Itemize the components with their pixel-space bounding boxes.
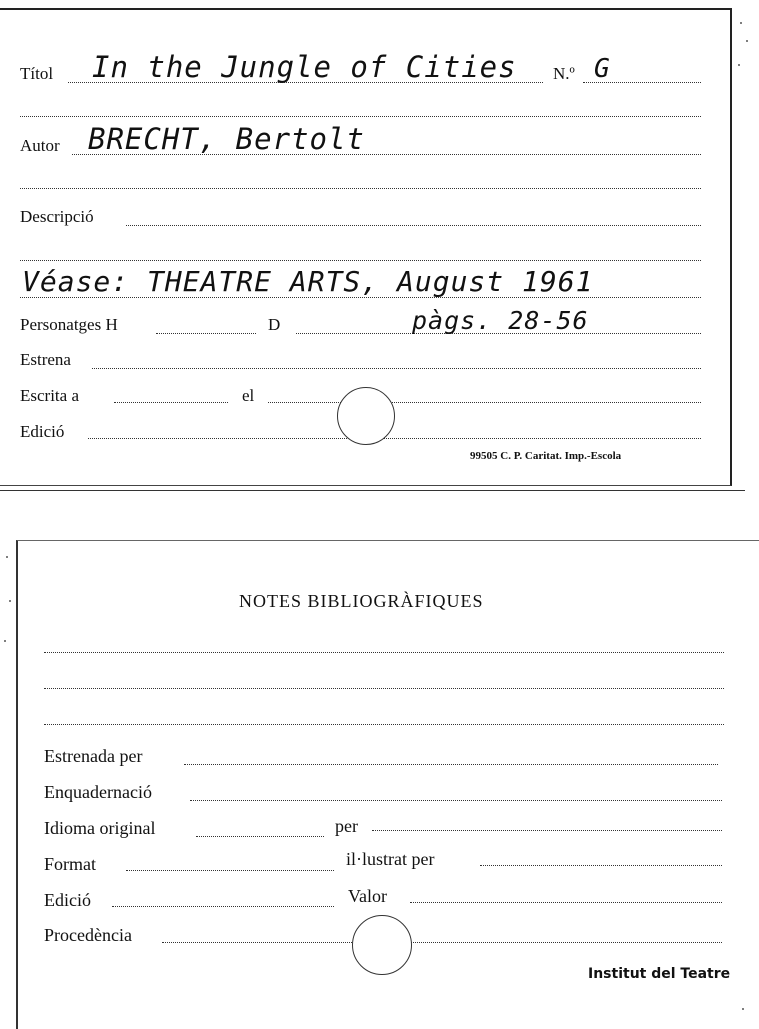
scan-speck xyxy=(4,640,6,642)
notes-title: NOTES BIBLIOGRÀFIQUES xyxy=(239,591,484,611)
idioma-label: Idioma original xyxy=(44,818,156,838)
edicio-line xyxy=(88,438,701,439)
el-line xyxy=(268,402,701,403)
enquadernacio-label: Enquadernació xyxy=(44,782,152,802)
edicio-back-line xyxy=(112,906,334,907)
blank-line xyxy=(20,260,701,261)
personatges-h-line xyxy=(156,333,256,334)
estrena-label: Estrena xyxy=(20,350,71,369)
per-line xyxy=(372,830,722,831)
scan-speck xyxy=(6,556,8,558)
notes-line xyxy=(44,652,724,653)
enquadernacio-line xyxy=(190,800,722,801)
scan-separator xyxy=(0,490,745,491)
edicio-back-label: Edició xyxy=(44,890,91,910)
punch-hole xyxy=(352,915,412,975)
estrenada-label: Estrenada per xyxy=(44,746,143,766)
procedencia-line xyxy=(162,942,722,943)
scan-speck xyxy=(738,64,740,66)
autor-value: BRECHT, Bertolt xyxy=(88,122,365,156)
idioma-line xyxy=(196,836,324,837)
number-label: N.º xyxy=(553,64,575,83)
blank-line xyxy=(20,116,701,117)
institution-name: Institut del Teatre xyxy=(588,966,731,982)
d-label: D xyxy=(268,315,281,334)
blank-line xyxy=(20,188,701,189)
scan-speck xyxy=(742,1008,744,1010)
per-label: per xyxy=(335,816,358,836)
scan-speck xyxy=(740,22,742,24)
printer-imprint: 99505 C. P. Caritat. Imp.-Escola xyxy=(470,450,622,462)
notes-line xyxy=(44,724,724,725)
descripcio-label: Descripció xyxy=(20,207,94,226)
pages-note: pàgs. 28-56 xyxy=(412,306,589,335)
illustrat-line xyxy=(480,865,722,866)
edicio-label: Edició xyxy=(20,422,65,441)
valor-line xyxy=(410,902,722,903)
estrenada-line xyxy=(184,764,718,765)
personatges-label: Personatges H xyxy=(20,315,118,334)
scan-speck xyxy=(9,600,11,602)
theatre-arts-note: Véase: THEATRE ARTS, August 1961 xyxy=(22,265,594,298)
scan-speck xyxy=(746,40,748,42)
format-label: Format xyxy=(44,854,96,874)
number-value: G xyxy=(594,54,611,84)
format-line xyxy=(126,870,334,871)
illustrat-label: il·lustrat per xyxy=(346,849,435,869)
procedencia-label: Procedència xyxy=(44,925,132,945)
punch-hole xyxy=(337,387,395,445)
titol-value: In the Jungle of Cities xyxy=(92,50,517,84)
descripcio-line xyxy=(126,225,701,226)
escrita-line xyxy=(114,402,228,403)
escrita-label: Escrita a xyxy=(20,386,79,405)
titol-label: Títol xyxy=(20,64,54,83)
estrena-line xyxy=(92,368,701,369)
autor-label: Autor xyxy=(20,136,60,155)
notes-line xyxy=(44,688,724,689)
el-label: el xyxy=(242,386,255,405)
valor-label: Valor xyxy=(348,886,387,906)
